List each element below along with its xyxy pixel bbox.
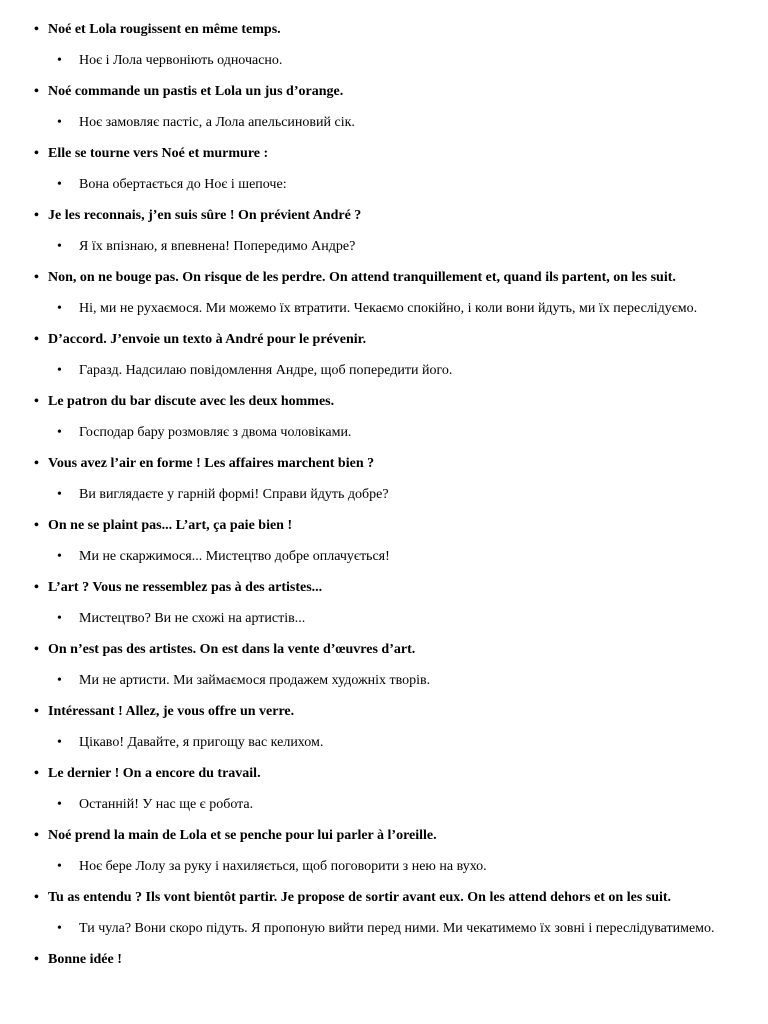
french-line xyxy=(34,148,748,160)
french-text: Bonne idée ! xyxy=(48,952,122,967)
french-text: Tu as entendu ? Ils vont bientôt partir. Je propose de sortir avant eux. On les attend dehors et on les suit. xyxy=(48,890,672,905)
french-text: Le patron du bar discute avec les deux hommes. xyxy=(48,394,335,409)
french-line xyxy=(34,210,748,222)
bullet-icon: • xyxy=(57,177,62,192)
french-line xyxy=(34,86,748,98)
french-text: On n’est pas des artistes. On est dans la vente d’œuvres d’art. xyxy=(48,642,416,657)
list-item xyxy=(34,210,748,253)
ukrainian-line xyxy=(57,675,748,687)
ukrainian-text: Ні, ми не рухаємося. Ми можемо їх втратити. Чекаємо спокійно, і коли вони йдуть, ми їх переслідуємо. xyxy=(79,301,698,316)
french-text: L’art ? Vous ne ressemblez pas à des artistes... xyxy=(48,580,323,595)
list-item xyxy=(34,458,748,501)
ukrainian-text: Мистецтво? Ви не схожі на артистів... xyxy=(79,611,306,626)
french-text: Non, on ne bouge pas. On risque de les perdre. On attend tranquillement et, quand ils partent, on les suit. xyxy=(48,270,676,285)
bullet-icon: • xyxy=(34,332,39,347)
bullet-icon: • xyxy=(57,673,62,688)
bullet-icon: • xyxy=(34,890,39,905)
french-line xyxy=(34,396,748,408)
french-line xyxy=(34,520,748,532)
list-item xyxy=(34,272,748,315)
bullet-icon: • xyxy=(34,828,39,843)
ukrainian-text: Я їх впізнаю, я впевнена! Попередимо Андре? xyxy=(79,239,356,254)
ukrainian-line xyxy=(57,117,748,129)
list-item xyxy=(34,24,748,67)
ukrainian-text: Ми не артисти. Ми займаємося продажем художніх творів. xyxy=(79,673,431,688)
french-line xyxy=(34,954,748,966)
ukrainian-line xyxy=(57,489,748,501)
ukrainian-line xyxy=(57,427,748,439)
bullet-icon: • xyxy=(57,859,62,874)
list-item xyxy=(34,148,748,191)
list-item xyxy=(34,644,748,687)
bullet-icon: • xyxy=(57,549,62,564)
french-line xyxy=(34,24,748,36)
bullet-icon: • xyxy=(57,115,62,130)
ukrainian-text: Гаразд. Надсилаю повідомлення Андре, щоб попередити його. xyxy=(79,363,453,378)
list-item xyxy=(34,892,748,935)
list-item xyxy=(34,706,748,749)
french-text: D’accord. J’envoie un texto à André pour le prévenir. xyxy=(48,332,367,347)
french-line xyxy=(34,768,748,780)
bullet-icon: • xyxy=(34,518,39,533)
ukrainian-text: Останній! У нас ще є робота. xyxy=(79,797,254,812)
ukrainian-line xyxy=(57,737,748,749)
ukrainian-text: Ноє і Лола червоніють одночасно. xyxy=(79,53,283,68)
bullet-icon: • xyxy=(34,84,39,99)
bullet-icon: • xyxy=(34,456,39,471)
ukrainian-line xyxy=(57,923,748,935)
bullet-icon: • xyxy=(34,952,39,967)
french-line xyxy=(34,458,748,470)
french-text: Noé et Lola rougissent en même temps. xyxy=(48,22,281,37)
french-line xyxy=(34,830,748,842)
bullet-icon: • xyxy=(57,239,62,254)
french-text: Noé prend la main de Lola et se penche pour lui parler à l’oreille. xyxy=(48,828,437,843)
french-text: Le dernier ! On a encore du travail. xyxy=(48,766,261,781)
french-text: Intéressant ! Allez, je vous offre un verre. xyxy=(48,704,295,719)
bullet-icon: • xyxy=(34,146,39,161)
ukrainian-text: Ноє замовляє пастіс, а Лола апельсиновий сік. xyxy=(79,115,355,130)
french-line xyxy=(34,706,748,718)
list-item xyxy=(34,396,748,439)
ukrainian-line xyxy=(57,551,748,563)
bullet-icon: • xyxy=(57,53,62,68)
ukrainian-text: Цікаво! Давайте, я пригощу вас келихом. xyxy=(79,735,324,750)
bullet-icon: • xyxy=(34,270,39,285)
ukrainian-line xyxy=(57,365,748,377)
ukrainian-line xyxy=(57,241,748,253)
ukrainian-line xyxy=(57,613,748,625)
bullet-icon: • xyxy=(34,22,39,37)
french-text: On ne se plaint pas... L’art, ça paie bien ! xyxy=(48,518,293,533)
french-text: Vous avez l’air en forme ! Les affaires marchent bien ? xyxy=(48,456,375,471)
ukrainian-line xyxy=(57,55,748,67)
bullet-icon: • xyxy=(34,208,39,223)
french-line xyxy=(34,644,748,656)
ukrainian-text: Ноє бере Лолу за руку і нахиляється, щоб поговорити з нею на вухо. xyxy=(79,859,487,874)
bullet-icon: • xyxy=(34,704,39,719)
bullet-icon: • xyxy=(34,642,39,657)
bullet-icon: • xyxy=(34,580,39,595)
french-text: Noé commande un pastis et Lola un jus d’orange. xyxy=(48,84,344,99)
bullet-icon: • xyxy=(34,766,39,781)
french-text: Je les reconnais, j’en suis sûre ! On prévient André ? xyxy=(48,208,362,223)
list-item xyxy=(34,86,748,129)
bullet-icon: • xyxy=(57,425,62,440)
list-item xyxy=(34,768,748,811)
french-line xyxy=(34,892,748,904)
bullet-icon: • xyxy=(57,363,62,378)
bullet-icon: • xyxy=(57,797,62,812)
bullet-icon: • xyxy=(57,735,62,750)
french-line xyxy=(34,334,748,346)
bullet-icon: • xyxy=(57,611,62,626)
ukrainian-text: Ми не скаржимося... Мистецтво добре оплачується! xyxy=(79,549,390,564)
bullet-icon: • xyxy=(34,394,39,409)
ukrainian-line xyxy=(57,799,748,811)
list-item xyxy=(34,520,748,563)
ukrainian-text: Вона обертається до Ноє і шепоче: xyxy=(79,177,287,192)
list-item xyxy=(34,582,748,625)
french-text: Elle se tourne vers Noé et murmure : xyxy=(48,146,269,161)
bullet-icon: • xyxy=(57,921,62,936)
bullet-icon: • xyxy=(57,301,62,316)
french-line xyxy=(34,272,748,284)
ukrainian-text: Ти чула? Вони скоро підуть. Я пропоную вийти перед ними. Ми чекатимемо їх зовні і переслідуватимемо. xyxy=(79,921,715,936)
ukrainian-line xyxy=(57,179,748,191)
bullet-icon: • xyxy=(57,487,62,502)
ukrainian-text: Господар бару розмовляє з двома чоловіками. xyxy=(79,425,352,440)
french-line xyxy=(34,582,748,594)
list-item xyxy=(34,954,748,966)
ukrainian-line xyxy=(57,303,748,315)
ukrainian-text: Ви виглядаєте у гарній формі! Справи йдуть добре? xyxy=(79,487,389,502)
ukrainian-line xyxy=(57,861,748,873)
list-item xyxy=(34,830,748,873)
list-item xyxy=(34,334,748,377)
